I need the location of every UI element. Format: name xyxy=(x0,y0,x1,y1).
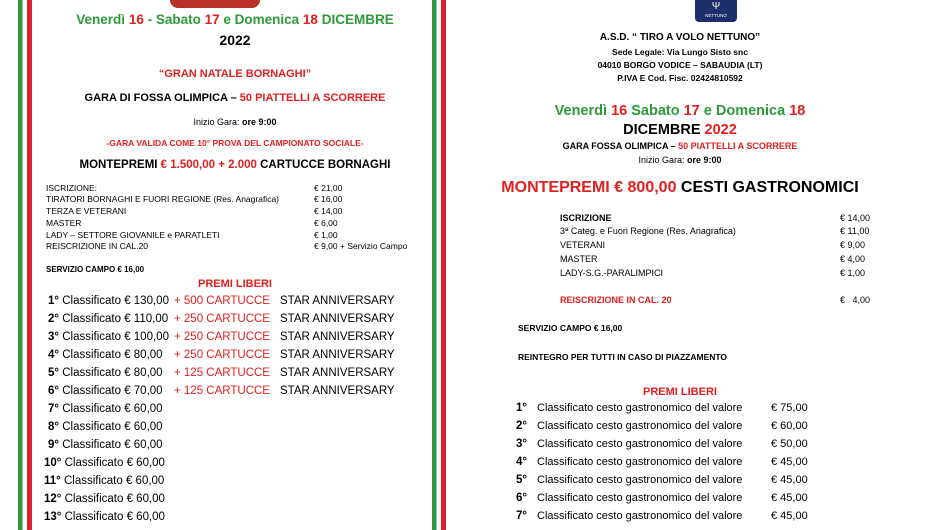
nettuno-logo xyxy=(695,0,737,22)
left-valid-note: -GARA VALIDA COME 10° PROVA DEL CAMPIONATO SOCIALE- xyxy=(106,138,364,148)
right-address: 04010 BORGO VODICE – SABAUDIA (LT) xyxy=(597,60,763,70)
list-item: 7° Classificato € 60,00 xyxy=(48,403,163,415)
right-start: Inizio Gara: ore 9:00 xyxy=(638,155,722,165)
prize-value: € 45,00 xyxy=(771,474,808,486)
fee-row: ISCRIZIONE xyxy=(560,213,612,223)
list-item: 1° Classificato € 130,00 xyxy=(48,295,169,307)
right-club: A.S.D. “ TIRO A VOLO NETTUNO” xyxy=(599,32,761,43)
fee-row: MASTER xyxy=(560,254,598,264)
list-item: 5° Classificato € 80,00 xyxy=(48,367,163,379)
fee-value: € 11,00 xyxy=(840,226,870,236)
prize-extra: + 250 CARTUCCE xyxy=(174,331,270,343)
right-reintegro: REINTEGRO PER TUTTI IN CASO DI PIAZZAMENTO xyxy=(518,352,728,362)
right-piva: P.IVA E Cod. Fisc. 02424810592 xyxy=(617,73,743,83)
right-dicembre: DICEMBRE 2022 xyxy=(623,122,737,138)
fee-value: € 21,00 xyxy=(314,183,343,193)
fee-row: MASTER xyxy=(46,218,82,228)
fee-row: LADY – SETTORE GIOVANILE e PARATLETI xyxy=(46,230,220,240)
fee-value: € 9,00 + Servizio Campo xyxy=(314,241,408,251)
right-reiscrizione-value: € 4,00 xyxy=(840,295,871,305)
right-montepremi: MONTEPREMI € 800,00 CESTI GASTRONOMICI xyxy=(501,179,859,196)
list-item: 9° Classificato € 60,00 xyxy=(48,439,163,451)
prize-pos: 4° xyxy=(516,456,527,468)
fee-value: € 1,00 xyxy=(840,268,866,278)
prize-brand: STAR ANNIVERSARY xyxy=(280,349,395,361)
list-item: Classificato cesto gastronomico del valore xyxy=(537,402,743,414)
fee-value: € 4,00 xyxy=(840,254,866,264)
list-item: Classificato cesto gastronomico del valore xyxy=(537,510,743,522)
right-premi-title: PREMI LIBERI xyxy=(643,386,717,398)
prize-brand: STAR ANNIVERSARY xyxy=(280,331,395,343)
prize-value: € 45,00 xyxy=(771,492,808,504)
list-item: Classificato cesto gastronomico del valore xyxy=(537,420,743,432)
left-year: 2022 xyxy=(219,32,251,48)
fee-row: TERZA E VETERANI xyxy=(46,206,127,216)
fee-value: € 1,00 xyxy=(314,230,338,240)
italian-flag-stripe-right xyxy=(432,0,446,530)
prize-pos: 2° xyxy=(516,420,527,432)
prize-value: € 45,00 xyxy=(771,456,808,468)
prize-brand: STAR ANNIVERSARY xyxy=(280,385,395,397)
right-dates: Venerdì 16 Sabato 17 e Domenica 18 xyxy=(554,103,806,119)
prize-extra: + 125 CARTUCCE xyxy=(174,367,270,379)
list-item: 10° Classificato € 60,00 xyxy=(44,457,165,469)
right-reiscrizione: REISCRIZIONE IN CAL. 20 xyxy=(560,295,672,305)
list-item: 3° Classificato € 100,00 xyxy=(48,331,169,343)
left-servizio: SERVIZIO CAMPO € 16,00 xyxy=(46,265,145,274)
prize-pos: 5° xyxy=(516,474,527,486)
fee-value: € 6,00 xyxy=(314,218,338,228)
list-item: 6° Classificato € 70,00 xyxy=(48,385,163,397)
fee-row: TIRATORI BORNAGHI E FUORI REGIONE (Res. Anagrafica) xyxy=(46,194,280,204)
prize-extra: + 250 CARTUCCE xyxy=(174,313,270,325)
italian-flag-stripe-left xyxy=(18,0,32,530)
right-servizio: SERVIZIO CAMPO € 16,00 xyxy=(518,323,623,333)
right-gara: GARA FOSSA OLIMPICA – 50 PIATTELLI A SCORRERE xyxy=(562,141,798,151)
prize-extra: + 125 CARTUCCE xyxy=(174,385,270,397)
fee-row: 3ª Categ. e Fuori Regione (Res. Anagrafica) xyxy=(560,226,736,236)
left-dates: Venerdì 16 - Sabato 17 e Domenica 18 DICEMBRE xyxy=(76,12,394,27)
prize-pos: 1° xyxy=(516,402,527,414)
prize-pos: 6° xyxy=(516,492,527,504)
left-premi-title: PREMI LIBERI xyxy=(198,278,272,290)
list-item: 8° Classificato € 60,00 xyxy=(48,421,163,433)
trident-icon: Ψ xyxy=(711,1,721,12)
fee-row: ISCRIZIONE: xyxy=(46,183,98,193)
prize-value: € 75,00 xyxy=(771,402,808,414)
fee-row: LADY-S.G.-PARALIMPICI xyxy=(560,268,664,278)
prize-extra: + 250 CARTUCCE xyxy=(174,349,270,361)
prize-value: € 60,00 xyxy=(771,420,808,432)
prize-brand: STAR ANNIVERSARY xyxy=(280,295,395,307)
left-montepremi: MONTEPREMI € 1.500,00 + 2.000 CARTUCCE BORNAGHI xyxy=(79,159,391,171)
list-item: Classificato cesto gastronomico del valore xyxy=(537,492,743,504)
fee-row: REISCRIZIONE IN CAL.20 xyxy=(46,241,149,251)
prize-value: € 50,00 xyxy=(771,438,808,450)
fee-value: € 14,00 xyxy=(840,213,871,223)
prize-brand: STAR ANNIVERSARY xyxy=(280,313,395,325)
prize-pos: 7° xyxy=(516,510,527,522)
list-item: Classificato cesto gastronomico del valore xyxy=(537,438,743,450)
fee-value: € 14,00 xyxy=(314,206,343,216)
left-start: Inizio Gara: ore 9:00 xyxy=(193,117,277,127)
list-item: 4° Classificato € 80,00 xyxy=(48,349,163,361)
list-item: 13° Classificato € 60,00 xyxy=(44,511,165,523)
logo-text: NETTUNO xyxy=(705,13,727,18)
prize-extra: + 500 CARTUCCE xyxy=(174,295,270,307)
list-item: 2° Classificato € 110,00 xyxy=(48,313,169,325)
left-event-title: “GRAN NATALE BORNAGHI” xyxy=(158,68,312,80)
fee-value: € 16,00 xyxy=(314,194,343,204)
prize-brand: STAR ANNIVERSARY xyxy=(280,367,395,379)
prize-pos: 3° xyxy=(516,438,527,450)
list-item: Classificato cesto gastronomico del valore xyxy=(537,456,743,468)
fee-value: € 9,00 xyxy=(840,240,866,250)
prize-value: € 45,00 xyxy=(771,510,808,522)
bornaghi-logo xyxy=(170,0,260,8)
list-item: 12° Classificato € 60,00 xyxy=(44,493,165,505)
fee-row: VETERANI xyxy=(560,240,606,250)
left-gara: GARA DI FOSSA OLIMPICA – 50 PIATTELLI A SCORRERE xyxy=(84,92,386,104)
right-sede: Sede Legale: Via Lungo Sisto snc xyxy=(612,47,748,57)
list-item: 11° Classificato € 60,00 xyxy=(44,475,165,487)
list-item: Classificato cesto gastronomico del valore xyxy=(537,474,743,486)
